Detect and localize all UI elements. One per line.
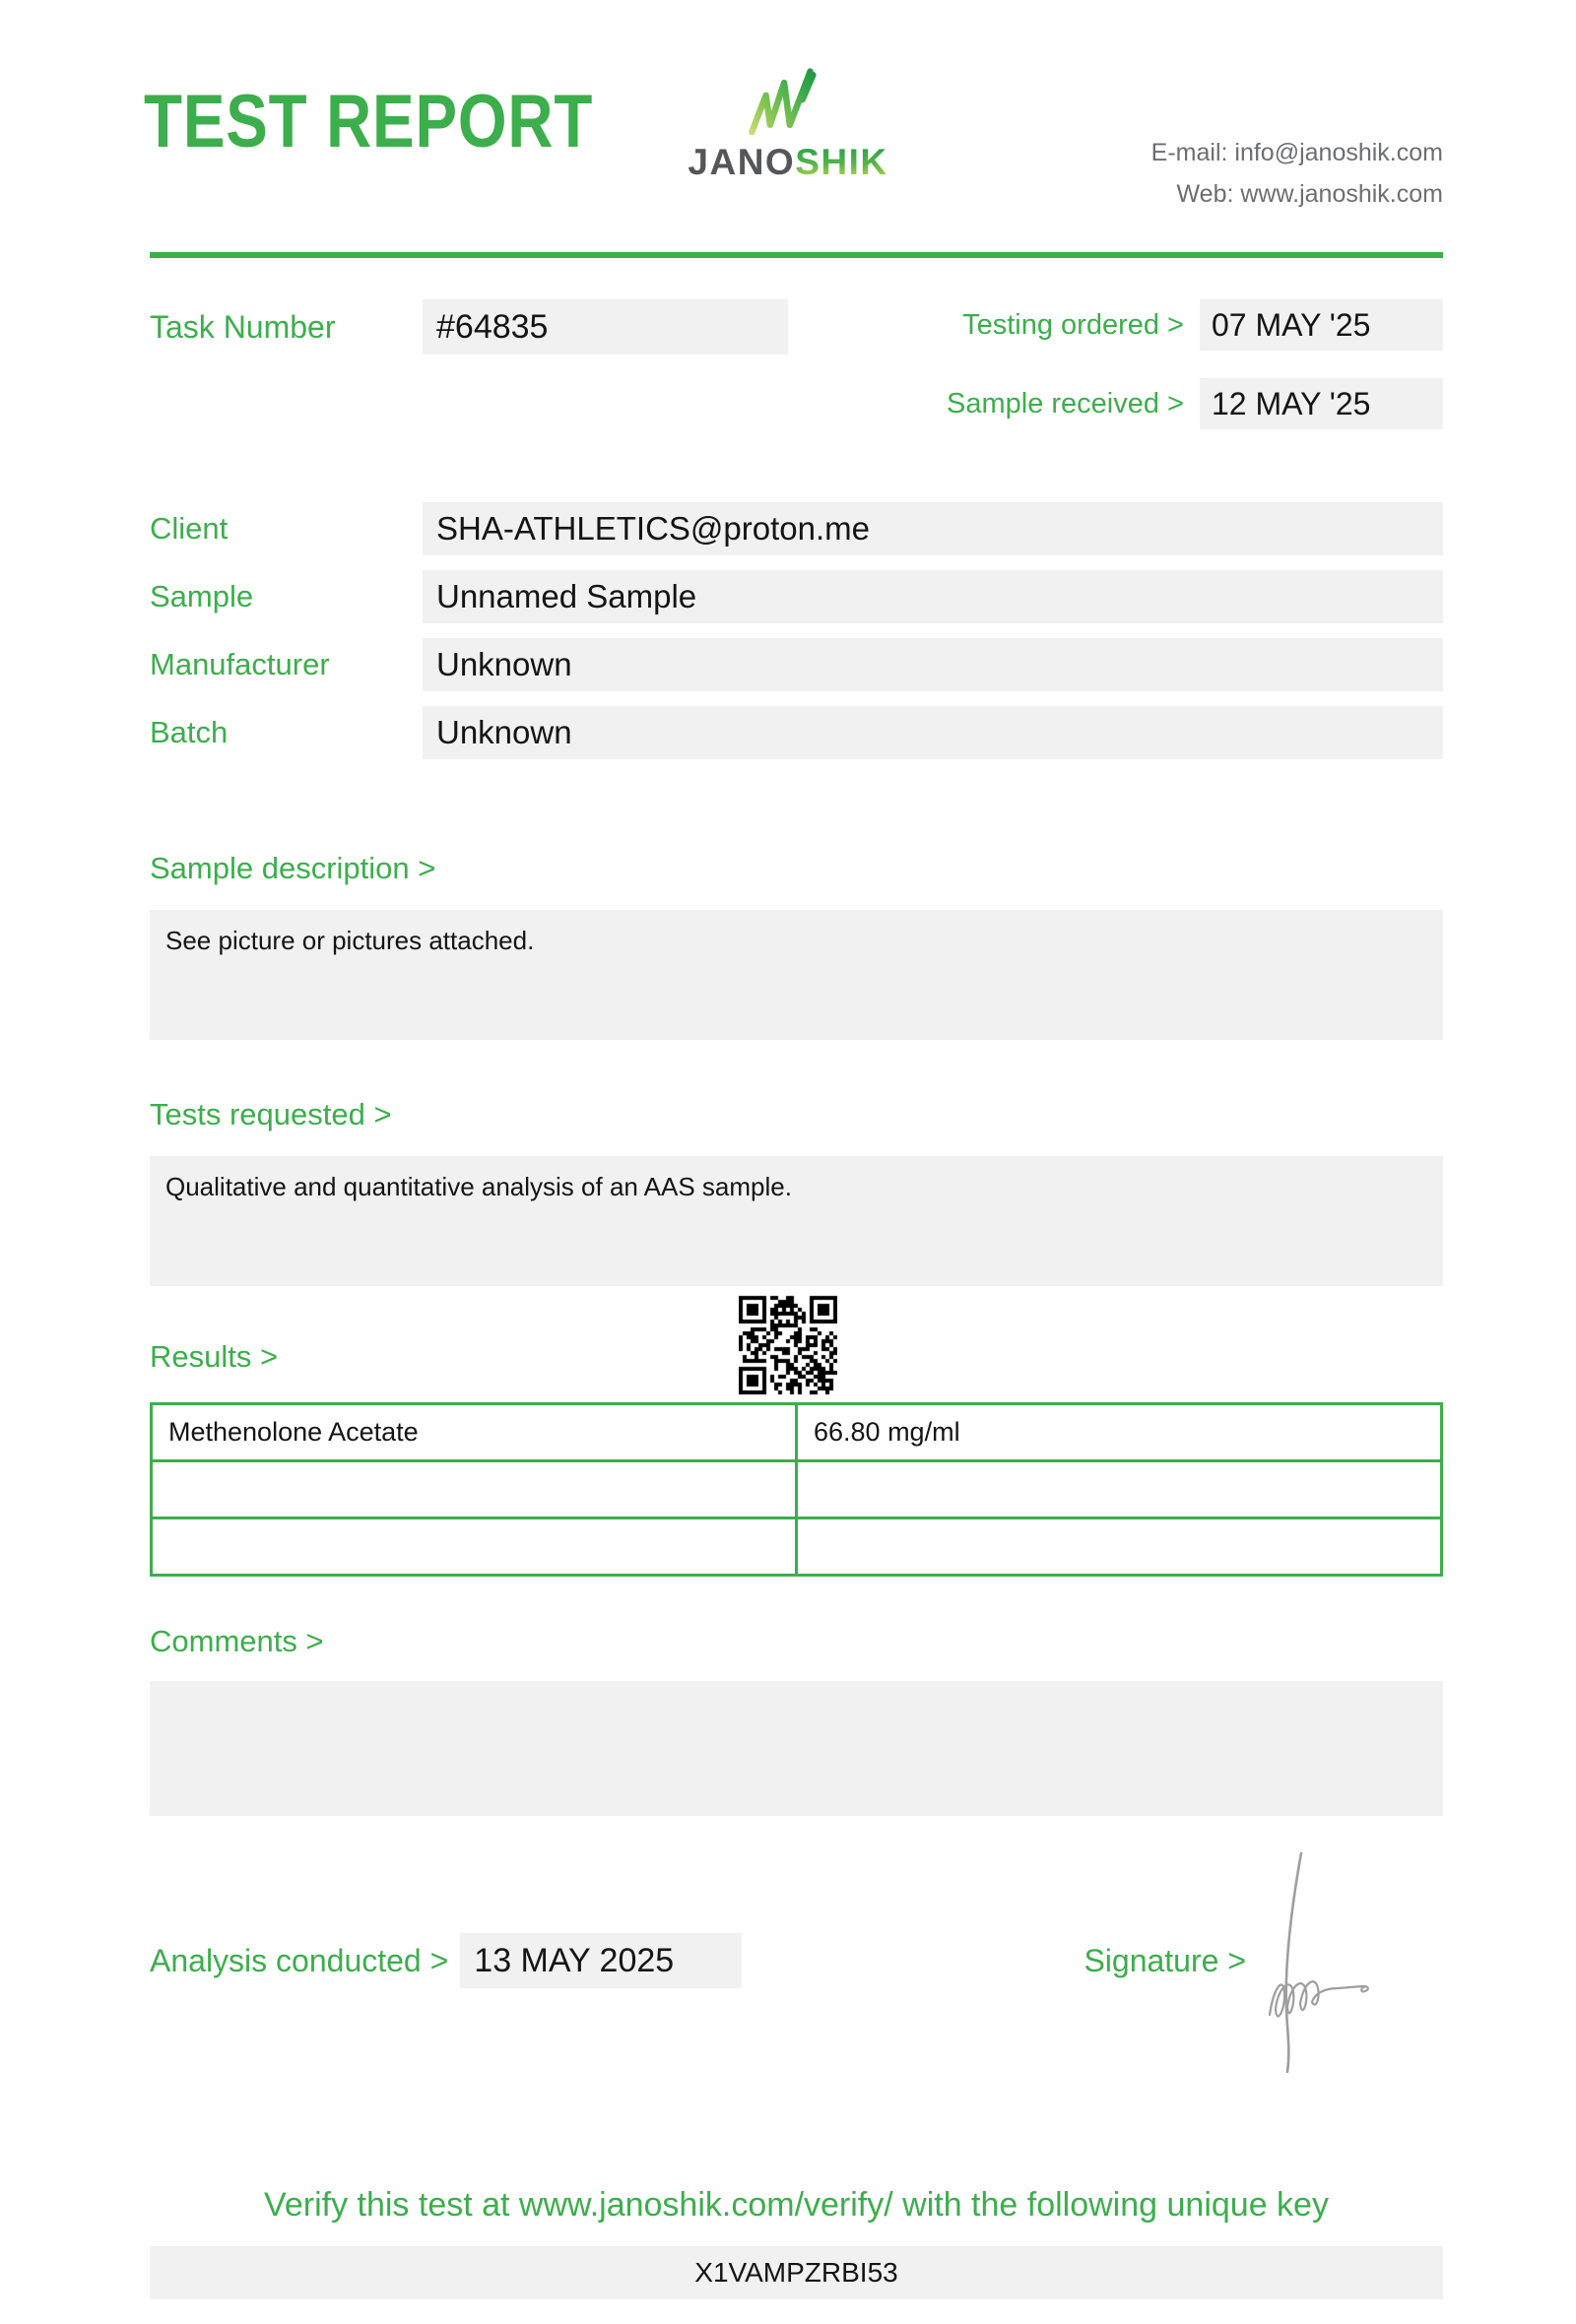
tests-requested-heading: Tests requested >	[150, 1097, 392, 1131]
result-concentration-empty	[797, 1461, 1442, 1518]
analysis-date-value: 13 MAY 2025	[460, 1933, 742, 1988]
page-title: TEST REPORT	[144, 80, 594, 163]
logo-shik: SHIK	[795, 142, 888, 182]
client-value: SHA-ATHLETICS@proton.me	[423, 502, 1443, 555]
verify-key: X1VAMPZRBI53	[150, 2246, 1443, 2299]
testing-ordered-row	[891, 299, 1443, 351]
contact-info	[1151, 132, 1443, 215]
signature-image	[1264, 1849, 1421, 2076]
contact-web: Web: www.janoshik.com	[1176, 180, 1443, 208]
results-header	[150, 1286, 1443, 1402]
sample-received-value: 12 MAY '25	[1200, 378, 1443, 429]
info-row-sample	[150, 570, 1443, 623]
task-number-label: Task Number	[150, 308, 336, 345]
sample-received-row	[891, 378, 1443, 429]
sample-description-heading: Sample description >	[150, 851, 436, 885]
logo-jano: JANO	[688, 142, 796, 182]
result-substance: Methenolone Acetate	[152, 1404, 797, 1461]
signature-area	[1256, 1932, 1443, 1989]
results-row-2	[152, 1461, 1442, 1518]
tests-requested-text: Qualitative and quantitative analysis of an AAS sample.	[165, 1172, 792, 1201]
results-table	[150, 1402, 1443, 1577]
signature-label: Signature >	[1084, 1942, 1246, 1978]
qr-code-image	[739, 1294, 837, 1396]
sample-received-label: Sample received >	[947, 387, 1184, 420]
report-header	[144, 0, 1443, 252]
info-row-client	[150, 502, 1443, 555]
janoshik-logo	[688, 55, 887, 180]
results-row-1	[152, 1404, 1442, 1461]
result-concentration: 66.80 mg/ml	[797, 1404, 1442, 1461]
results-row-3	[152, 1518, 1442, 1576]
task-number-value: #64835	[423, 299, 788, 355]
tests-requested-box	[150, 1156, 1443, 1286]
dates-group	[891, 299, 1443, 429]
analysis-signature-row	[150, 1932, 1443, 1989]
info-row-manufacturer	[150, 638, 1443, 691]
batch-value: Unknown	[423, 706, 1443, 759]
sample-description-box	[150, 910, 1443, 1040]
testing-ordered-value: 07 MAY '25	[1200, 299, 1443, 351]
results-heading: Results >	[150, 1339, 279, 1374]
analysis-conducted-label: Analysis conducted >	[150, 1942, 449, 1978]
meta-row	[150, 299, 1443, 429]
logo-wordmark	[688, 144, 887, 180]
info-row-batch	[150, 706, 1443, 759]
comments-heading: Comments >	[150, 1624, 324, 1658]
sample-value: Unnamed Sample	[423, 570, 1443, 623]
result-concentration-empty	[797, 1518, 1442, 1576]
rising-chart-icon	[739, 55, 837, 140]
result-substance-empty	[152, 1461, 797, 1518]
result-substance-empty	[152, 1518, 797, 1576]
qr-code	[739, 1294, 837, 1396]
task-number-group	[150, 299, 788, 355]
header-divider	[150, 252, 1443, 258]
contact-email: E-mail: info@janoshik.com	[1150, 139, 1443, 166]
sample-description-text: See picture or pictures attached.	[165, 926, 535, 955]
manufacturer-value: Unknown	[423, 638, 1443, 691]
sample-label: Sample	[150, 579, 254, 613]
comments-box	[150, 1681, 1443, 1816]
manufacturer-label: Manufacturer	[150, 647, 330, 681]
client-info-block	[150, 502, 1443, 759]
batch-label: Batch	[150, 715, 229, 749]
verify-instruction: Verify this test at www.janoshik.com/verify/ with the following unique key	[264, 2186, 1329, 2224]
client-label: Client	[150, 511, 229, 546]
testing-ordered-label: Testing ordered >	[962, 308, 1184, 341]
